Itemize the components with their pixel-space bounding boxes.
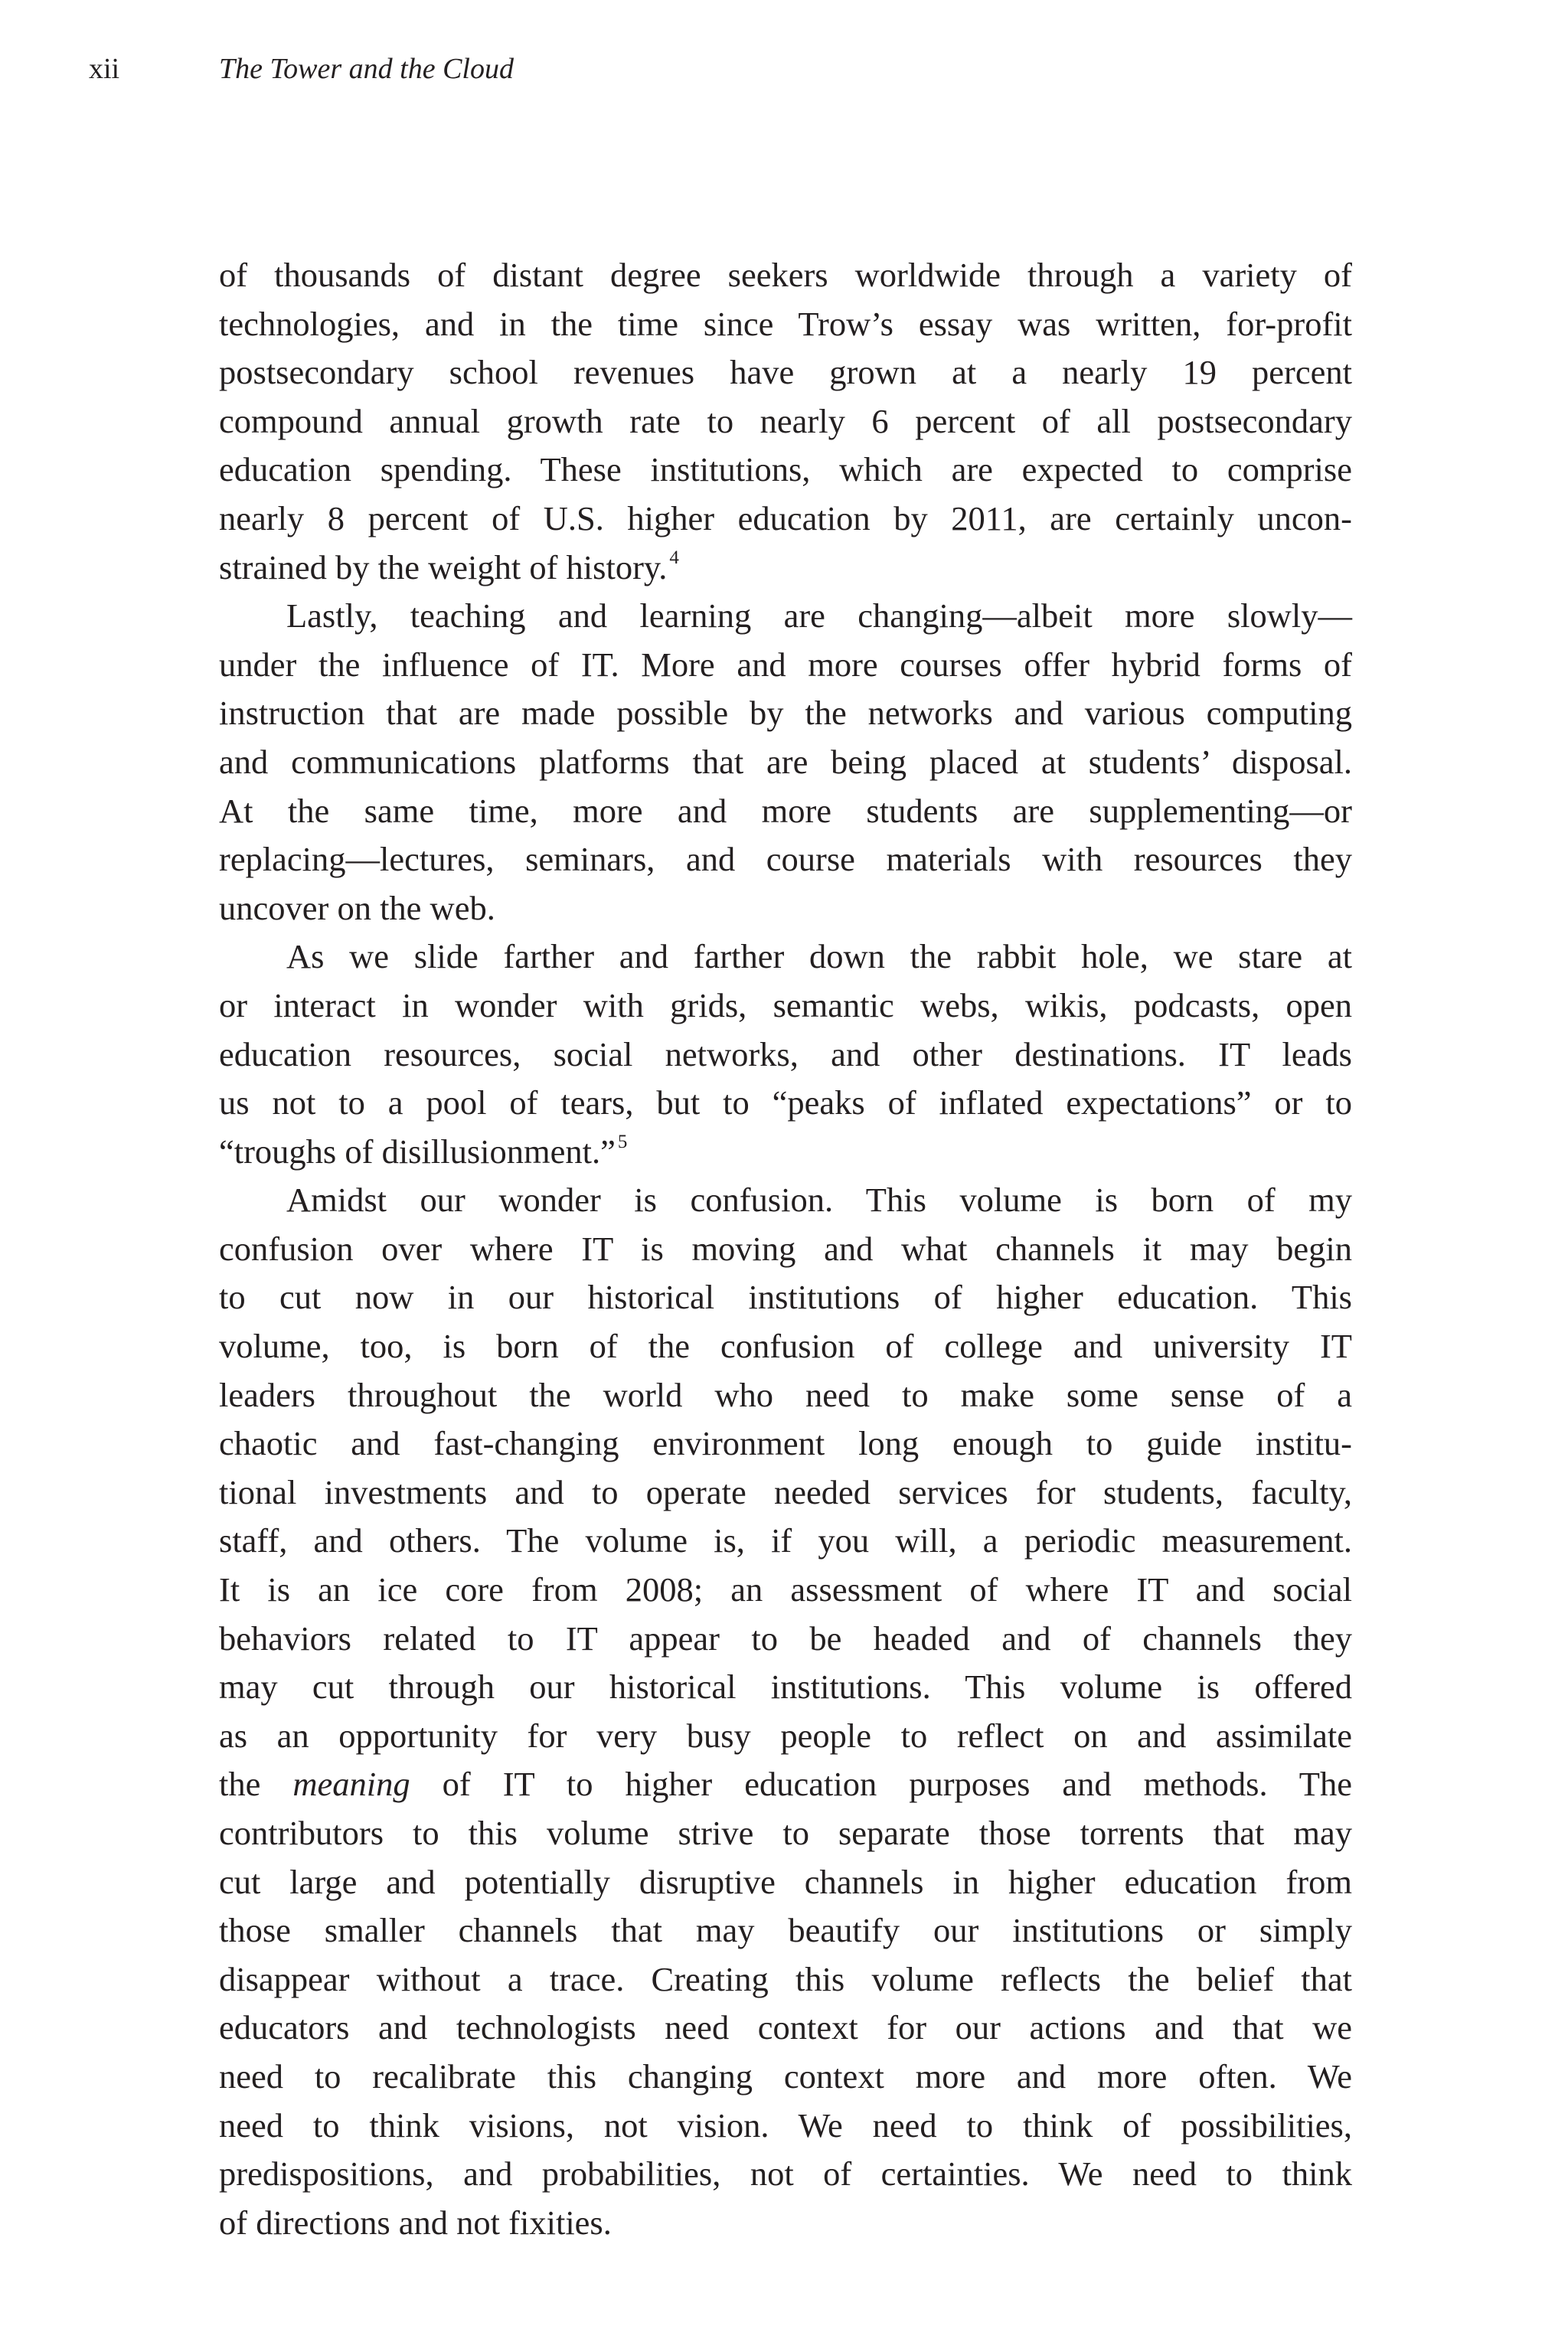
text-line: us not to a pool of tears, but to “peaks of inflated expectations” or to <box>219 1083 1352 1122</box>
text-line <box>219 1760 1352 1809</box>
text-line: technologies, and in the time since Trow’s essay was written, for-profit <box>219 304 1352 343</box>
text-line: behaviors related to IT appear to be headed and of channels they <box>219 1619 1352 1658</box>
text-line: and communications platforms that are being placed at students’ disposal. <box>219 742 1352 781</box>
text-line-lead: the <box>219 1765 293 1804</box>
text-line: postsecondary school revenues have grown at a nearly 19 percent <box>219 353 1352 392</box>
text-line: those smaller channels that may beautify our institutions or simply <box>219 1911 1352 1950</box>
page-number: xii <box>89 53 120 85</box>
text-line: It is an ice core from 2008; an assessment of where IT and social <box>219 1570 1352 1609</box>
text-line-tail: of IT to higher education purposes and methods. The <box>410 1765 1352 1804</box>
text-line: may cut through our historical institutions. This volume is offered <box>219 1668 1352 1707</box>
text-line-content: “troughs of disillusionment.” <box>219 1132 616 1171</box>
text-line: under the influence of IT. More and more courses offer hybrid forms of <box>219 645 1352 684</box>
text-line: education spending. These institutions, which are expected to comprise <box>219 450 1352 489</box>
text-line <box>219 1128 1352 1177</box>
text-line: tional investments and to operate needed services for students, faculty, <box>219 1472 1352 1511</box>
body-text <box>219 251 1352 2247</box>
text-line: as an opportunity for very busy people to reflect on and assimilate <box>219 1716 1352 1755</box>
text-line: Lastly, teaching and learning are changing—albeit more slowly— <box>286 596 1352 635</box>
text-line: education resources, social networks, and other destinations. IT leads <box>219 1034 1352 1073</box>
text-line <box>219 544 1352 593</box>
text-line-content: strained by the weight of history. <box>219 547 668 586</box>
text-line: instruction that are made possible by the networks and various computing <box>219 694 1352 733</box>
text-line: need to recalibrate this changing context more and more often. We <box>219 2056 1352 2096</box>
text-line: to cut now in our historical institutions of higher education. This <box>219 1278 1352 1317</box>
text-line: staff, and others. The volume is, if you will, a periodic measurement. <box>219 1521 1352 1560</box>
text-line: replacing—lectures, seminars, and course materials with resources they <box>219 840 1352 879</box>
text-line: or interact in wonder with grids, semantic webs, wikis, podcasts, open <box>219 985 1352 1024</box>
text-line: chaotic and fast-changing environment long enough to guide institu- <box>219 1424 1352 1463</box>
text-line: nearly 8 percent of U.S. higher education by 2011, are certainly uncon- <box>219 498 1352 537</box>
text-line: At the same time, more and more students are supplementing—or <box>219 791 1352 830</box>
text-line: cut large and potentially disruptive channels in higher education from <box>219 1862 1352 1901</box>
emphasized-word: meaning <box>292 1765 410 1804</box>
text-line: leaders throughout the world who need to make some sense of a <box>219 1375 1352 1414</box>
text-line: disappear without a trace. Creating this volume reflects the belief that <box>219 1959 1352 1998</box>
text-line: contributors to this volume strive to separate those torrents that may <box>219 1814 1352 1852</box>
footnote-reference: 4 <box>669 547 679 568</box>
footnote-reference: 5 <box>617 1131 628 1152</box>
text-line: of thousands of distant degree seekers worldwide through a variety of <box>219 256 1352 294</box>
running-head <box>89 49 514 89</box>
text-line: educators and technologists need context for our actions and that we <box>219 2008 1352 2047</box>
text-line: uncover on the web. <box>219 888 495 927</box>
text-line: need to think visions, not vision. We need to think of possibilities, <box>219 2105 1352 2145</box>
text-line: As we slide farther and farther down the rabbit hole, we stare at <box>286 937 1352 976</box>
text-line: Amidst our wonder is confusion. This volume is born of my <box>286 1181 1352 1220</box>
book-title: The Tower and the Cloud <box>219 53 514 85</box>
text-line: volume, too, is born of the confusion of college and university IT <box>219 1327 1352 1366</box>
text-line: compound annual growth rate to nearly 6 percent of all postsecondary <box>219 401 1352 440</box>
text-line: confusion over where IT is moving and what channels it may begin <box>219 1229 1352 1268</box>
text-line: predispositions, and probabilities, not of certainties. We need to think <box>219 2154 1352 2194</box>
text-line: of directions and not fixities. <box>219 2203 612 2242</box>
